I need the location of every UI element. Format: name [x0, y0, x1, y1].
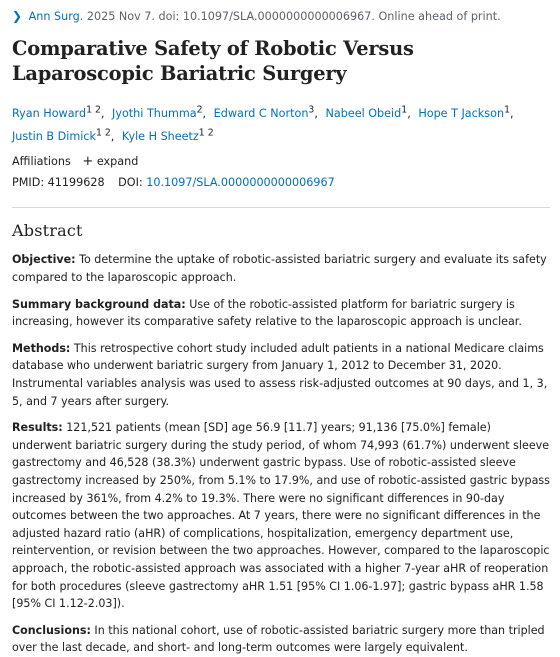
- doi-link[interactable]: 10.1097/SLA.0000000000006967: [146, 176, 335, 190]
- affiliations-label: Affiliations: [12, 155, 71, 169]
- author-item: Hope T Jackson$^1$,: [418, 104, 514, 120]
- author-item: Jyothi Thumma$^2$,: [112, 104, 207, 120]
- plus-icon: +: [82, 154, 94, 170]
- abstract-heading: Abstract: [12, 221, 83, 241]
- journal-link[interactable]: Ann Surg.: [28, 10, 84, 23]
- section-text: This retrospective cohort study included adult patients in a national Medicare claims database who underwent bariatric surgery from January 1, 2012 to December 31, 2020. Instrumental variables analysis was used to assess risk-adjusted outcomes at 90 days, and 1, 3, 5, and 7 years after surgery.: [12, 341, 548, 408]
- section-label: Conclusions:: [12, 623, 91, 637]
- citation-line: [12, 9, 550, 24]
- author-item: Edward C Norton$^3$,: [213, 104, 318, 120]
- author-affiliation-refs[interactable]: 1 2: [86, 104, 101, 115]
- author-link[interactable]: Jyothi Thumma: [112, 106, 197, 120]
- abstract-methods: [12, 340, 550, 410]
- author-item: [121, 127, 214, 144]
- author-affiliation-refs[interactable]: 1 2: [198, 127, 214, 139]
- citation-details: 2025 Nov 7. doi: 10.1097/SLA.0000000000006967. Online ahead of print.: [86, 10, 501, 23]
- section-text: In this national cohort, use of robotic-assisted bariatric surgery more than tripled over the last decade, and short- and long-term outcomes were largely equivalent.: [12, 623, 545, 655]
- author-item: Ryan Howard$^{1 2}$,: [12, 104, 105, 120]
- abstract-results: [12, 419, 550, 613]
- divider: [12, 207, 550, 208]
- author-link[interactable]: Nabeel Obeid: [325, 106, 402, 120]
- article-page: [12, 0, 550, 657]
- section-text: To determine the uptake of robotic-assisted bariatric surgery and evaluate its safety compared to the laparoscopic approach.: [12, 253, 547, 285]
- author-link[interactable]: Kyle H Sheetz: [121, 130, 199, 144]
- author-affiliation-refs[interactable]: 1 2: [95, 127, 111, 139]
- section-text: Use of the robotic-assisted platform for bariatric surgery is increasing, however its comparative safety relative to the laparoscopic approach is unclear.: [12, 297, 522, 329]
- abstract-objective: [12, 251, 550, 286]
- author-link[interactable]: Ryan Howard: [12, 106, 87, 120]
- chevron-right-icon[interactable]: ❯: [12, 9, 23, 23]
- doi-label: DOI:: [118, 176, 143, 190]
- abstract-conclusions: [12, 622, 550, 657]
- author-affiliation-refs[interactable]: 2: [196, 104, 203, 115]
- author-link[interactable]: Edward C Norton: [213, 106, 309, 120]
- author-affiliation-refs[interactable]: 1: [401, 104, 408, 115]
- section-label: Results:: [12, 421, 63, 435]
- section-label: Methods:: [12, 341, 71, 355]
- identifiers: [12, 175, 550, 191]
- abstract-background: [12, 296, 550, 331]
- section-label: Objective:: [12, 253, 76, 267]
- pmid: PMID: 41199628: [12, 176, 105, 190]
- author-list: [12, 100, 550, 147]
- author-link[interactable]: Justin B Dimick: [12, 130, 96, 144]
- author-item: Justin B Dimick$^{1 2}$,: [12, 127, 115, 144]
- affiliations-toggle[interactable]: [12, 154, 550, 170]
- section-text: 121,521 patients (mean [SD] age 56.9 [11.7] years; 91,136 [75.0%] female) underwent bariatric surgery during the study period, of whom 74,993 (61.7%) underwent sleeve gastrectomy and 46,528 (38.3%) underwent gastric bypass. Use of robotic-assisted sleeve gastrectomy increased by 250%, from 5.1% to 17.9%, and use of robotic-assisted gastric bypass increased by 361%, from 4.2% to 19.3%. There were no significant differences in 90-day outcomes between the two approaches. At 7 years, there were no significant differences in the adjusted hazard ratio (aHR) of complications, hospitalization, emergency department use, reintervention, or revision between the two approaches. However, compared to the laparoscopic approach, the robotic-assisted approach was associated with a higher 7-year aHR of reoperation for both procedures (sleeve gastrectomy aHR 1.51 [95% CI 1.06-1.97]; gastric bypass aHR 1.58 [95% CI 1.12-2.03]).: [12, 421, 550, 611]
- author-affiliation-refs[interactable]: 1: [504, 104, 510, 115]
- expand-label: expand: [96, 155, 139, 169]
- author-affiliation-refs[interactable]: 3: [308, 104, 315, 115]
- author-link[interactable]: Hope T Jackson: [418, 106, 505, 120]
- article-title: Comparative Safety of Robotic Versus Laparoscopic Bariatric Surgery: [12, 37, 414, 85]
- author-item: Nabeel Obeid$^1$,: [325, 104, 411, 120]
- section-label: Summary background data:: [12, 297, 186, 311]
